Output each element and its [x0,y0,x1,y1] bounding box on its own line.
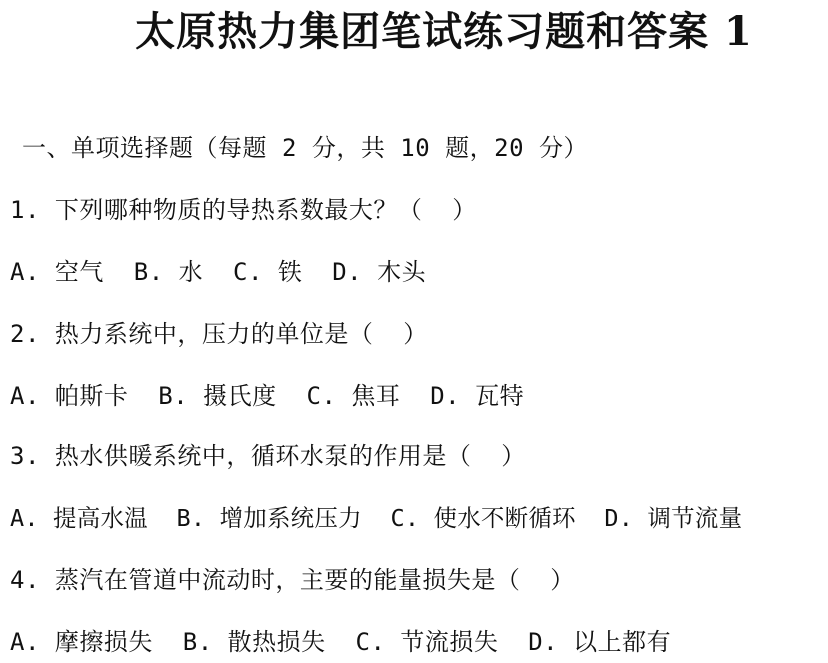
question-4-options: A. 摩擦损失 B. 散热损失 C. 节流损失 D. 以上都有 [10,628,672,656]
question-1: 1. 下列哪种物质的导热系数最大？（ ） [10,196,477,224]
question-3-options: A. 提高水温 B. 增加系统压力 C. 使水不断循环 D. 调节流量 [10,504,743,532]
question-2: 2. 热力系统中，压力的单位是（ ） [10,320,428,348]
document-title: 太原热力集团笔试练习题和答案 1 [135,8,753,55]
question-3: 3. 热水供暖系统中，循环水泵的作用是（ ） [10,442,526,470]
section-heading: 一、单项选择题（每题 2 分，共 10 题，20 分） [22,134,588,162]
question-2-options: A. 帕斯卡 B. 摄氏度 C. 焦耳 D. 瓦特 [10,382,525,410]
question-4: 4. 蒸汽在管道中流动时，主要的能量损失是（ ） [10,566,575,594]
question-1-options: A. 空气 B. 水 C. 铁 D. 木头 [10,258,427,286]
